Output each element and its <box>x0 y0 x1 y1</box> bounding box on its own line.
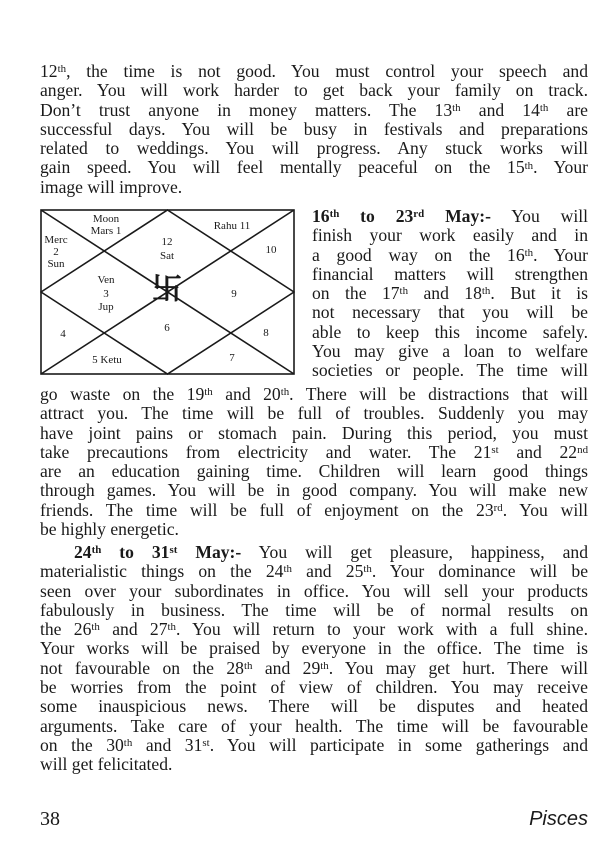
text-line: image will improve. <box>40 176 183 197</box>
house-12-label: Rahu 11 <box>213 220 251 232</box>
text-line: gain speed. You will feel mentally peaceful on the 15th. Your <box>40 157 588 178</box>
section-heading: 16th to 23rd May:- <box>312 206 491 226</box>
house-4-number: 3 <box>103 288 109 300</box>
text-line: a good way on the 16th. Your <box>312 244 588 265</box>
section-name: Pisces <box>529 808 588 830</box>
section-24-31-may <box>40 543 588 775</box>
text-line: be worries from the point of view of children. You may receive <box>40 677 588 698</box>
text-line: not necessary that you will be <box>312 302 588 323</box>
text-line: have joint pains or stomach pain. During this period, you must <box>40 422 588 443</box>
text-line: finish your work easily and in <box>312 225 588 246</box>
house-8-number: 7 <box>229 352 235 364</box>
text-line: seen over your subordinates in office. You will sell your products <box>40 580 588 601</box>
house-4-planet: Ven <box>97 274 115 286</box>
house-1-number: 12 <box>161 236 173 248</box>
house-5-number: 4 <box>60 328 66 340</box>
text-line: be highly energetic. <box>40 519 179 540</box>
house-11-number: 10 <box>265 244 277 256</box>
text-line: 24th to 31st May:- You will get pleasure, happiness, and <box>74 542 589 562</box>
text-line: Your works will be praised by everyone in the office. The time is <box>40 638 588 659</box>
text-line: related to weddings. You will progress. Any stuck works will <box>40 138 588 159</box>
text-line: not favourable on the 28th and 29th. You may get hurt. There will <box>40 657 588 678</box>
text-line: You may give a loan to welfare <box>312 341 588 362</box>
text-line: on the 17th and 18th. But it is <box>312 283 588 304</box>
text-line: take precautions from electricity and water. The 21st and 22nd <box>40 441 589 462</box>
text-line: able to keep this income safely. <box>312 321 588 342</box>
house-10-number: 9 <box>231 288 237 300</box>
house-9-number: 8 <box>263 327 269 339</box>
text-line: attract you. The time will be full of troubles. Suddenly you may <box>40 403 588 424</box>
text-line: anger. You will work harder to get back your family on track. <box>40 80 588 101</box>
text-line: through games. You will be in good company. You will make new <box>40 480 588 501</box>
text-line: Don’t trust anyone in money matters. The 13th and 14th are <box>40 99 588 120</box>
page-number: 38 <box>40 808 60 830</box>
text-line: fabulously in business. The time will be of normal results on <box>40 599 588 620</box>
section-16-23-may-body <box>40 385 588 539</box>
house-3-number: 2 <box>53 246 59 258</box>
text-line: go waste on the 19th and 20th. There will be distractions that will <box>40 384 588 404</box>
swastika-symbol: 卐 <box>152 273 182 306</box>
text-line: will get felicitated. <box>40 754 173 775</box>
text-line: financial matters will strengthen <box>312 263 588 284</box>
intro-paragraph <box>40 62 588 197</box>
section-16-23-may-intro <box>312 207 588 381</box>
text-line: on the 30th and 31st. You will participate in some gatherings and <box>40 734 588 755</box>
text-line: friends. The time will be full of enjoyment on the 23rd. You will <box>40 499 588 520</box>
text-line: 16th to 23rd May:- You will <box>312 206 588 226</box>
house-7-number: 6 <box>164 322 170 334</box>
text-line: 12th, the time is not good. You must control your speech and <box>40 61 588 81</box>
text-line: successful days. You will be busy in festivals and preparations <box>40 118 588 139</box>
text-line: some inauspicious news. There will be disputes and heated <box>40 696 588 717</box>
text-line: societies or people. The time will <box>312 360 588 381</box>
text-line: materialistic things on the 24th and 25th. Your dominance will be <box>40 561 589 582</box>
horoscope-chart <box>40 209 295 375</box>
house-1-planet: Sat <box>159 250 175 262</box>
house-2-planet-2: Mars 1 <box>90 225 122 237</box>
house-2-planet: Moon <box>92 213 120 225</box>
house-4-planet-2: Jup <box>98 301 114 313</box>
house-3-planet-2: Sun <box>47 258 65 270</box>
house-6-label: 5 Ketu <box>92 354 122 366</box>
section-heading: 24th to 31st May:- <box>74 542 242 562</box>
text-line: the 26th and 27th. You will return to your work with a full shine. <box>40 619 588 640</box>
house-3-planet: Merc <box>44 234 68 246</box>
text-line: arguments. Take care of your health. The time will be favourable <box>40 715 588 736</box>
text-line: are an education gaining time. Children will learn good things <box>40 461 588 482</box>
